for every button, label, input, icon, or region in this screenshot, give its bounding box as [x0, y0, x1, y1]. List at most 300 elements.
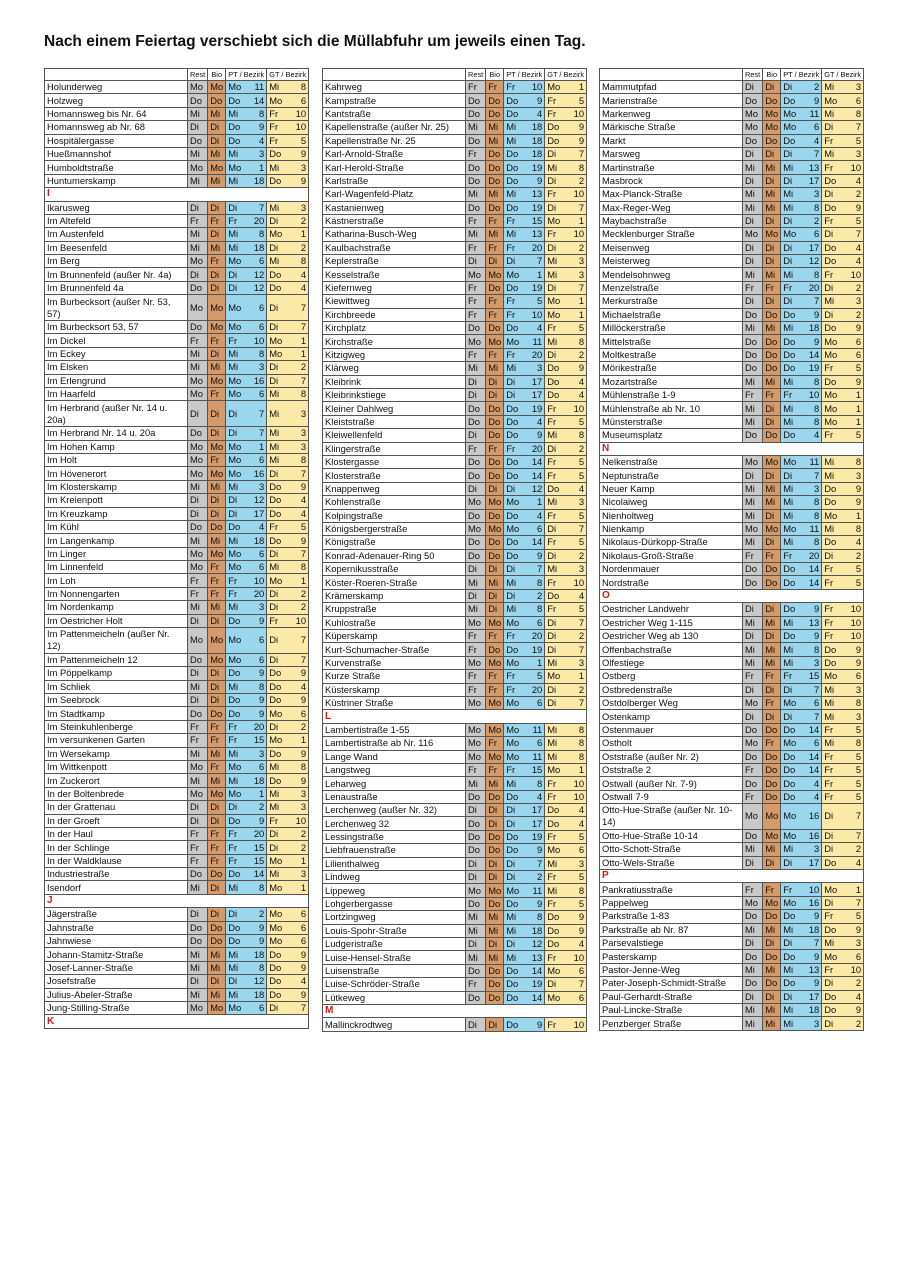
gt-district: 3 [289, 801, 308, 814]
rest-day: Di [466, 388, 486, 401]
gt-district: 7 [289, 628, 308, 654]
table-row [323, 777, 587, 790]
rest-day: Do [466, 469, 486, 482]
street-name: Kitzigweg [323, 348, 466, 361]
table-row [323, 402, 587, 415]
pt-day: Di [504, 482, 527, 495]
street-name: Kleiststraße [323, 415, 466, 428]
table-row [45, 121, 309, 134]
pt-district: 6 [249, 760, 267, 773]
gt-day: Fr [545, 536, 568, 549]
table-row [45, 255, 309, 268]
table-row [600, 683, 864, 696]
pt-district: 4 [527, 790, 545, 803]
gt-day: Fr [545, 790, 568, 803]
rest-day: Do [466, 94, 486, 107]
pt-day: Di [781, 937, 804, 950]
rest-day: Do [466, 509, 486, 522]
pt-day: Mi [504, 228, 527, 241]
pt-district: 7 [804, 937, 822, 950]
rest-day: Do [743, 308, 763, 321]
table-row [45, 361, 309, 374]
rest-day: Mo [466, 616, 486, 629]
gt-day: Do [545, 482, 568, 495]
gt-day: Di [545, 174, 568, 187]
street-name: Isendorf [45, 881, 188, 894]
bio-day: Di [763, 147, 781, 160]
pt-district: 3 [804, 843, 822, 856]
street-name: Jahnwiese [45, 935, 188, 948]
bio-day: Di [208, 201, 226, 214]
table-row [45, 161, 309, 174]
table-row [600, 496, 864, 509]
pt-day: Mi [781, 415, 804, 428]
street-name: Meisenweg [600, 241, 743, 254]
table-row [323, 844, 587, 857]
gt-district: 2 [289, 361, 308, 374]
pt-day: Mi [226, 948, 249, 961]
street-name: Industriestraße [45, 868, 188, 881]
pt-district: 17 [804, 990, 822, 1003]
street-name: Im Pattenmeicheln (außer Nr. 12) [45, 628, 188, 654]
gt-district: 1 [844, 509, 863, 522]
gt-district: 5 [567, 536, 586, 549]
gt-district: 10 [289, 121, 308, 134]
pt-day: Mo [504, 616, 527, 629]
pt-district: 18 [249, 988, 267, 1001]
gt-day: Mi [822, 147, 845, 160]
street-name: Oestricher Weg 1-115 [600, 616, 743, 629]
pt-day: Do [504, 402, 527, 415]
pt-day: Mo [226, 374, 249, 387]
pt-district: 18 [527, 924, 545, 937]
gt-district: 2 [567, 630, 586, 643]
street-name: Merkurstraße [600, 295, 743, 308]
bio-day: Fr [486, 763, 504, 776]
gt-day: Mo [267, 707, 290, 720]
pt-district: 18 [804, 923, 822, 936]
table-header-row [600, 69, 864, 81]
table-row [45, 935, 309, 948]
table-row [600, 81, 864, 94]
street-name: Kurt-Schumacher-Straße [323, 643, 466, 656]
bio-day: Di [763, 81, 781, 94]
bio-day: Do [486, 107, 504, 120]
gt-district: 9 [289, 147, 308, 160]
table-row [45, 841, 309, 854]
gt-day: Mo [267, 734, 290, 747]
gt-district: 8 [844, 522, 863, 535]
bio-day: Di [763, 214, 781, 227]
pt-day: Mo [226, 440, 249, 453]
rest-day: Di [743, 469, 763, 482]
gt-district: 3 [289, 161, 308, 174]
pt-district: 11 [249, 81, 267, 94]
table-row [600, 723, 864, 736]
pt-day: Di [781, 81, 804, 94]
pt-district: 8 [804, 496, 822, 509]
rest-day: Di [466, 804, 486, 817]
rest-day: Mi [743, 188, 763, 201]
street-name: Märkische Straße [600, 121, 743, 134]
table-row [45, 440, 309, 453]
gt-day: Di [822, 1017, 845, 1030]
pt-district: 6 [804, 121, 822, 134]
bio-day: Di [208, 694, 226, 707]
bio-day: Do [208, 921, 226, 934]
gt-district: 8 [567, 335, 586, 348]
bio-day: Di [486, 255, 504, 268]
rest-day: Di [743, 147, 763, 160]
rest-day: Mo [188, 388, 208, 401]
rest-day: Mo [188, 760, 208, 773]
gt-district: 4 [567, 375, 586, 388]
bio-day: Mo [486, 268, 504, 281]
pt-day: Mo [504, 268, 527, 281]
gt-day: Fr [822, 268, 845, 281]
pt-district: 4 [804, 790, 822, 803]
gt-day: Di [545, 549, 568, 562]
street-name: Paul-Lincke-Straße [600, 1003, 743, 1016]
rest-day: Fr [466, 308, 486, 321]
letter-row [323, 1004, 587, 1017]
pt-day: Do [504, 978, 527, 991]
bio-day: Mi [208, 480, 226, 493]
street-name: Menzelstraße [600, 281, 743, 294]
gt-district: 10 [567, 402, 586, 415]
street-name: In der Schlinge [45, 841, 188, 854]
gt-day: Mi [822, 683, 845, 696]
gt-day: Di [267, 653, 290, 666]
street-name: Otto-Schott-Straße [600, 843, 743, 856]
table-row [323, 576, 587, 589]
gt-day: Mi [545, 656, 568, 669]
rest-day: Di [466, 857, 486, 870]
gt-district: 8 [289, 561, 308, 574]
street-name: Im Dickel [45, 334, 188, 347]
gt-day: Mi [822, 455, 845, 468]
gt-day: Do [267, 667, 290, 680]
rest-day: Mi [188, 534, 208, 547]
table-row [323, 737, 587, 750]
gt-day: Fr [545, 469, 568, 482]
gt-district: 8 [289, 81, 308, 94]
gt-day: Di [267, 841, 290, 854]
rest-day: Mi [466, 603, 486, 616]
street-name: In der Waldklause [45, 854, 188, 867]
gt-day: Fr [822, 723, 845, 736]
pt-day: Do [226, 520, 249, 533]
bio-day: Di [763, 174, 781, 187]
gt-district: 10 [844, 268, 863, 281]
gt-day: Do [822, 856, 845, 869]
table-row [600, 696, 864, 709]
street-name: Nordenmauer [600, 563, 743, 576]
bio-day: Do [486, 201, 504, 214]
gt-district: 10 [567, 790, 586, 803]
pt-district: 9 [804, 977, 822, 990]
street-name: Kirchplatz [323, 322, 466, 335]
gt-day: Di [267, 547, 290, 560]
gt-day: Do [822, 536, 845, 549]
pt-day: Do [504, 201, 527, 214]
bio-day: Do [763, 348, 781, 361]
bio-day: Mi [763, 201, 781, 214]
rest-day: Mo [466, 335, 486, 348]
letter-row [600, 442, 864, 455]
rest-day: Do [466, 107, 486, 120]
bio-day: Mo [208, 440, 226, 453]
street-name: Michaelstraße [600, 308, 743, 321]
bio-day: Mo [208, 295, 226, 321]
gt-district: 1 [289, 881, 308, 894]
pt-district: 14 [804, 723, 822, 736]
street-name: Louis-Spohr-Straße [323, 924, 466, 937]
bio-day: Mi [208, 747, 226, 760]
pt-district: 13 [804, 963, 822, 976]
gt-district: 6 [844, 94, 863, 107]
street-name: Kästnerstraße [323, 214, 466, 227]
bio-day: Di [763, 241, 781, 254]
table-row [45, 961, 309, 974]
bio-day: Do [763, 362, 781, 375]
pt-district: 6 [249, 321, 267, 334]
bio-day: Fr [208, 587, 226, 600]
bio-day: Mo [763, 896, 781, 909]
street-name: Otto-Hue-Straße (außer Nr. 10-14) [600, 804, 743, 830]
bio-day: Di [486, 388, 504, 401]
bio-day: Fr [763, 670, 781, 683]
pt-district: 8 [249, 961, 267, 974]
bio-day: Di [763, 683, 781, 696]
pt-district: 9 [527, 94, 545, 107]
section-letter: L [323, 710, 587, 723]
gt-day: Do [822, 1003, 845, 1016]
pt-day: Mo [781, 522, 804, 535]
rest-day: Di [188, 694, 208, 707]
street-name: Julius-Abeler-Straße [45, 988, 188, 1001]
pt-day: Do [781, 308, 804, 321]
gt-day: Mi [822, 81, 845, 94]
table-row [45, 347, 309, 360]
street-name: Kurze Straße [323, 670, 466, 683]
bio-day: Mi [763, 322, 781, 335]
gt-district: 7 [567, 696, 586, 709]
pt-district: 18 [527, 121, 545, 134]
gt-district: 7 [844, 228, 863, 241]
table-row [45, 94, 309, 107]
gt-district: 1 [844, 388, 863, 401]
gt-district: 5 [844, 429, 863, 442]
pt-district: 9 [249, 935, 267, 948]
gt-district: 4 [844, 241, 863, 254]
bio-day: Fr [763, 883, 781, 896]
schedule-column-3 [599, 68, 864, 1031]
pt-day: Do [226, 94, 249, 107]
pt-day: Fr [781, 549, 804, 562]
rest-day: Mo [466, 696, 486, 709]
table-row [45, 948, 309, 961]
street-name: Pankratiusstraße [600, 883, 743, 896]
gt-day: Mo [545, 214, 568, 227]
table-row [600, 241, 864, 254]
pt-district: 16 [804, 896, 822, 909]
schedule-table [322, 68, 587, 1032]
pt-district: 9 [804, 630, 822, 643]
rest-day: Do [466, 964, 486, 977]
street-name: Küsterskamp [323, 683, 466, 696]
rest-day: Do [743, 910, 763, 923]
bio-day: Mo [208, 321, 226, 334]
table-row [600, 790, 864, 803]
pt-district: 6 [249, 561, 267, 574]
table-row [45, 507, 309, 520]
gt-district: 1 [567, 308, 586, 321]
pt-district: 3 [804, 656, 822, 669]
pt-day: Do [781, 134, 804, 147]
rest-day: Mo [188, 1002, 208, 1015]
street-name: Im Brunnenfeld 4a [45, 281, 188, 294]
bio-day: Do [763, 950, 781, 963]
rest-day: Di [466, 589, 486, 602]
rest-day: Mi [743, 415, 763, 428]
gt-day: Fr [545, 871, 568, 884]
gt-district: 9 [844, 496, 863, 509]
street-name: Kohlenstraße [323, 496, 466, 509]
pt-district: 9 [249, 121, 267, 134]
bio-day: Mo [763, 455, 781, 468]
pt-district: 13 [527, 228, 545, 241]
pt-district: 8 [804, 268, 822, 281]
pt-district: 8 [804, 536, 822, 549]
pt-day: Mo [504, 750, 527, 763]
street-name: Küstriner Straße [323, 696, 466, 709]
bio-day: Fr [763, 388, 781, 401]
table-row [323, 161, 587, 174]
table-row [600, 630, 864, 643]
pt-district: 9 [527, 897, 545, 910]
pt-district: 6 [249, 295, 267, 321]
header-bio: Bio [208, 69, 226, 81]
gt-day: Fr [545, 603, 568, 616]
pt-district: 14 [249, 94, 267, 107]
gt-day: Di [822, 896, 845, 909]
table-row [323, 643, 587, 656]
gt-district: 5 [844, 362, 863, 375]
pt-day: Fr [504, 81, 527, 94]
pt-day: Mo [226, 628, 249, 654]
gt-day: Mi [267, 201, 290, 214]
table-row [600, 937, 864, 950]
pt-day: Mi [504, 911, 527, 924]
rest-day: Mi [466, 911, 486, 924]
letter-row [600, 589, 864, 602]
bio-day: Mi [208, 147, 226, 160]
pt-day: Do [226, 614, 249, 627]
gt-district: 10 [567, 576, 586, 589]
street-name: Im Klosterskamp [45, 480, 188, 493]
street-name: Pasterskamp [600, 950, 743, 963]
pt-day: Do [226, 707, 249, 720]
rest-day: Di [188, 121, 208, 134]
street-name: Kirchbreede [323, 308, 466, 321]
bio-day: Mi [208, 241, 226, 254]
bio-day: Do [486, 402, 504, 415]
street-name: Otto-Hue-Straße 10-14 [600, 829, 743, 842]
rest-day: Di [743, 710, 763, 723]
gt-district: 7 [567, 522, 586, 535]
gt-day: Di [545, 643, 568, 656]
bio-day: Mi [208, 988, 226, 1001]
gt-district: 8 [567, 723, 586, 736]
gt-day: Mo [822, 509, 845, 522]
pt-district: 6 [249, 628, 267, 654]
rest-day: Mi [188, 107, 208, 120]
street-name: Kesselstraße [323, 268, 466, 281]
gt-district: 9 [289, 961, 308, 974]
rest-day: Do [743, 977, 763, 990]
bio-day: Mo [763, 522, 781, 535]
street-name: Karl-Wagenfeld-Platz [323, 188, 466, 201]
gt-district: 6 [289, 94, 308, 107]
table-row [600, 536, 864, 549]
pt-district: 14 [249, 868, 267, 881]
pt-day: Do [226, 667, 249, 680]
gt-district: 1 [289, 347, 308, 360]
street-name: Keplerstraße [323, 255, 466, 268]
pt-district: 14 [527, 455, 545, 468]
pt-day: Do [504, 455, 527, 468]
table-row [45, 480, 309, 493]
street-name: Mallinckrodtweg [323, 1018, 466, 1031]
section-letter: K [45, 1015, 309, 1028]
table-row [600, 415, 864, 428]
gt-district: 3 [844, 683, 863, 696]
rest-day: Fr [188, 720, 208, 733]
pt-district: 19 [527, 161, 545, 174]
table-row [600, 188, 864, 201]
street-name: Karl-Arnold-Straße [323, 147, 466, 160]
table-row [323, 603, 587, 616]
street-name: Johann-Stamitz-Straße [45, 948, 188, 961]
gt-day: Do [267, 507, 290, 520]
pt-day: Di [504, 857, 527, 870]
street-name: Mozartstraße [600, 375, 743, 388]
pt-day: Do [781, 563, 804, 576]
rest-day: Do [743, 94, 763, 107]
bio-day: Do [763, 308, 781, 321]
table-row [45, 881, 309, 894]
pt-district: 7 [249, 201, 267, 214]
street-name: Meisterweg [600, 255, 743, 268]
gt-district: 4 [844, 536, 863, 549]
pt-district: 13 [804, 161, 822, 174]
pt-district: 8 [527, 911, 545, 924]
gt-district: 7 [289, 295, 308, 321]
gt-day: Di [545, 630, 568, 643]
bio-day: Mi [486, 576, 504, 589]
pt-day: Do [226, 814, 249, 827]
bio-day: Mi [763, 1003, 781, 1016]
rest-day: Fr [466, 643, 486, 656]
gt-district: 3 [844, 81, 863, 94]
pt-day: Mo [781, 107, 804, 120]
bio-day: Fr [486, 295, 504, 308]
pt-day: Mi [226, 361, 249, 374]
bio-day: Mi [208, 601, 226, 614]
gt-district: 10 [567, 107, 586, 120]
pt-day: Mo [226, 467, 249, 480]
